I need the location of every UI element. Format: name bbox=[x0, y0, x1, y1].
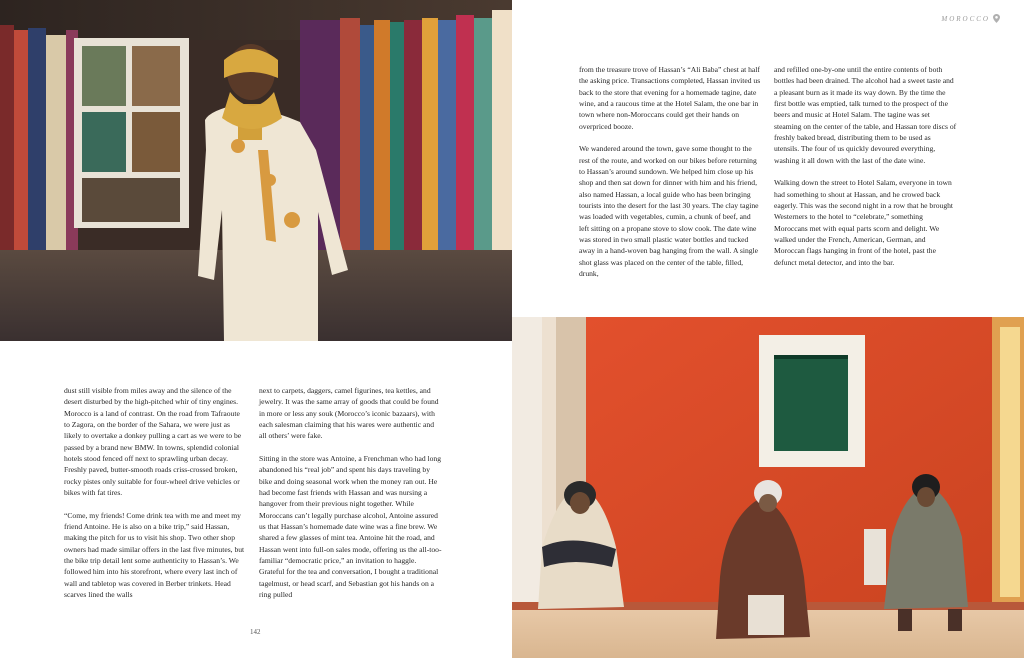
article-column-2 bbox=[259, 385, 442, 600]
paragraph: “Come, my friends! Come drink tea with me and meet my friend Antoine. He is also on a bike trip,” said Hassan, making the pitch for us to visit his shop. Two other shop owners had made similar offers in the last five minutes, but the bike trip detail lent some authenticity to Hassan’s. We followed him into his storefront, where every last inch of wall and tabletop was covered in Berber trinkets. Head scarves lined the walls bbox=[64, 510, 245, 600]
paragraph: We wandered around the town, gave some thought to the rest of the route, and worked on our bikes before returning to Hassan’s around sundown. We helped him close up his shop and then sat down for dinner with him and his friend, also named Hassan, a local guide who has been bringing tourists into the desert for the last 30 years. The clay tagine was loaded with vegetables, cumin, a chunk of beef, and left sitting on a propane stove to slow cook. The date wine was stored in two small plastic water bottles and tucked away in a hand-woven bag hanging from the wall. A single shot glass was placed on the center of the table, filled, drunk, bbox=[579, 144, 759, 279]
article-column-1 bbox=[64, 385, 247, 600]
merchant-portrait-image bbox=[0, 0, 512, 341]
article-column-3 bbox=[579, 64, 762, 279]
paragraph: next to carpets, daggers, camel figurines, tea kettles, and jewelry. It was the same array of goods that could be found in more or less any souk (Morocco’s iconic bazaars), with each salesman claiming that his wares were authentic and all others’ were fake. bbox=[259, 386, 439, 441]
men-by-orange-wall-image bbox=[512, 317, 1024, 658]
section-title: MOROCCO bbox=[941, 14, 990, 23]
paragraph: Sitting in the store was Antoine, a Frenchman who had long abandoned his “real job” and spent his days traveling by bike and doing seasonal work when the money ran out. He had become fast friends with Hassan and was nursing a hangover from their previous night together. While Moroccans can’t legally purchase alcohol, Antoine assured us that Hassan’s homemade date wine was a fine brew. We shared a few glasses of mint tea. Antoine hit the road, and Hassan went into full-on sales mode, offering us the all-too-familiar “democratic price,” an invitation to haggle. Grateful for the tea and conversation, I bought a traditional tagelmust, or head scarf, and Sebastian got his hands on a ring pulled bbox=[259, 454, 442, 600]
map-pin-icon bbox=[993, 14, 1000, 23]
paragraph: and refilled one-by-one until the entire contents of both bottles had been drained. The alcohol had a sweet taste and a pleasant burn as it made its way down. By the time the first bottle was emptied, talk turned to the prospect of the beers and music at Hotel Salam. The tagine was set steaming on the center of the table, and Hassan tore discs of freshly baked bread, distributing them to be used as utensils. The four of us quickly devoured everything, washing it all down with the last of the date wine. bbox=[774, 65, 957, 165]
article-column-4 bbox=[774, 64, 957, 268]
page-number: 142 bbox=[250, 628, 261, 636]
section-label bbox=[941, 14, 1000, 23]
paragraph: Walking down the street to Hotel Salam, everyone in town had something to shout at Hassan, and he crowed back eagerly. This was the second night in a row that he brought Westerners to the hotel to “celebrate,” something Moroccans met with equal parts scorn and delight. We walked under the French, American, German, and Moroccan flags hanging in front of the hotel, past the defunct metal detector, and into the bar. bbox=[774, 178, 954, 267]
paragraph: dust still visible from miles away and the silence of the desert disturbed by the high-pitched whir of tiny engines. Morocco is a land of contrast. On the road from Tafraoute to Zagora, on the border of the Sahara, we were just as likely to overtake a donkey pulling a cart as we were to be passed by a brand new BMW. In towns, splendid colonial hotels stood fenced off next to sprawling urban decay. Freshly paved, butter-smooth roads criss-crossed broken, rocky pistes only suitable for four-wheel drive vehicles or bikes with fat tires. bbox=[64, 386, 242, 498]
merchant-portrait-photo bbox=[0, 0, 512, 341]
paragraph: from the treasure trove of Hassan’s “Ali Baba” chest at half the asking price. Transactions completed, Hassan invited us back to the store that evening for a homemade tagine, date wine, and a raucous time at the Hotel Salam, the one bar in town where non-Moroccans could get their hands on overpriced booze. bbox=[579, 65, 761, 131]
men-by-orange-wall-photo bbox=[512, 317, 1024, 658]
